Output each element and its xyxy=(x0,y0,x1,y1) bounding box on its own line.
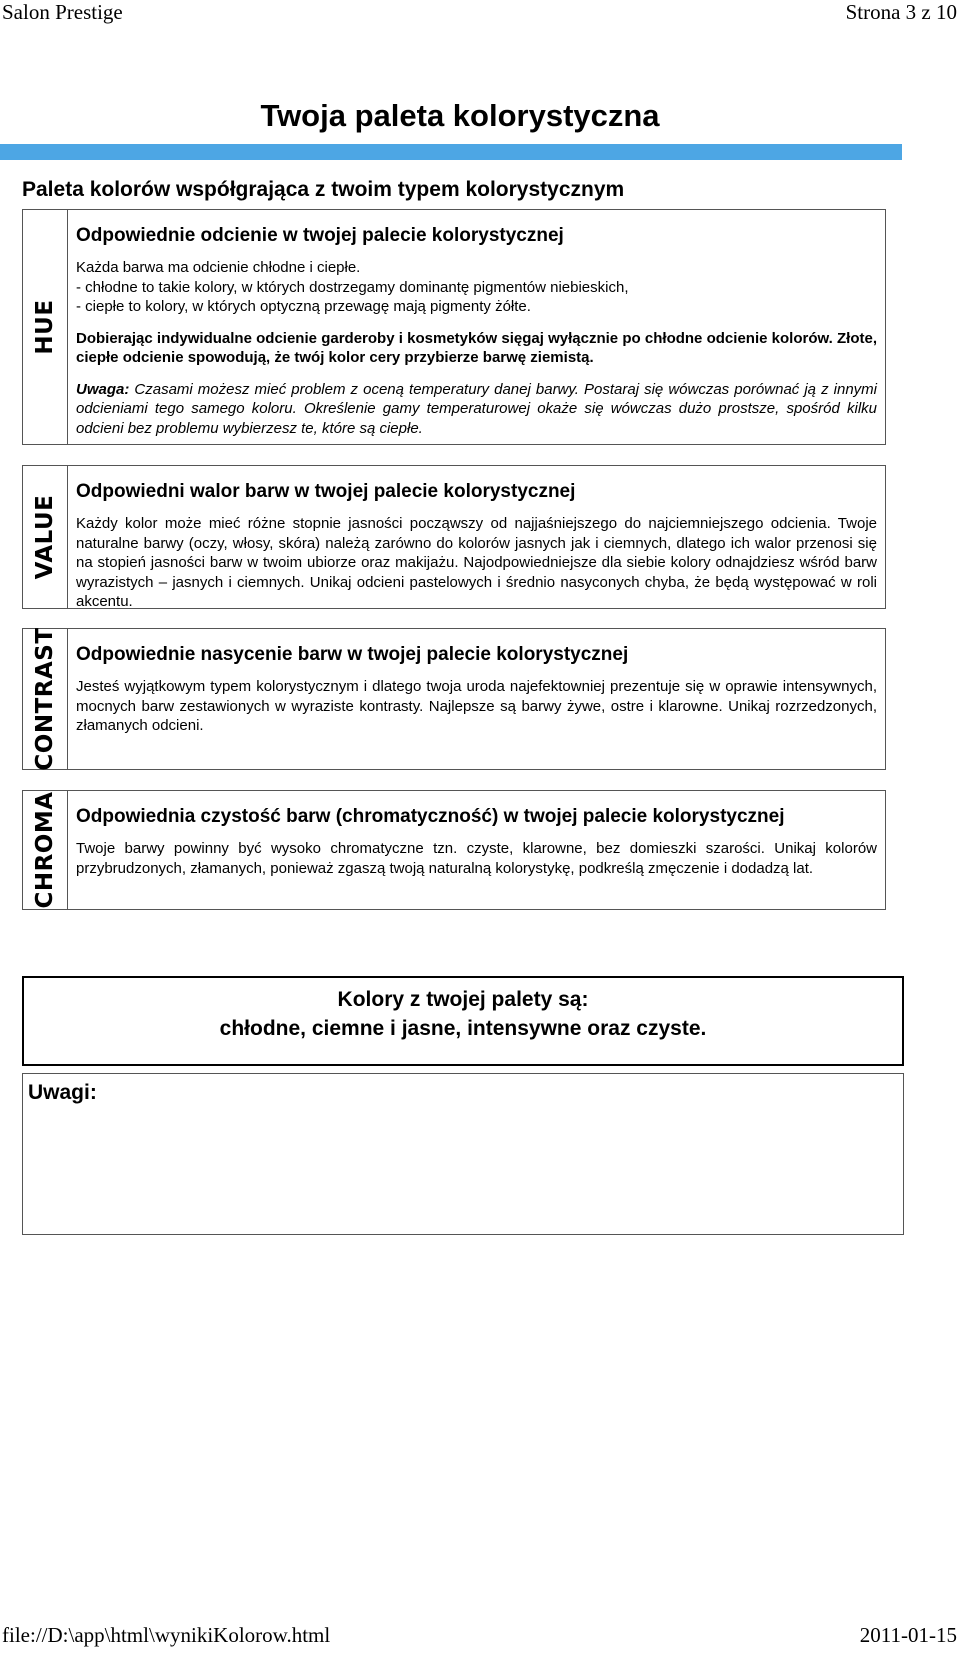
palette-summary-box xyxy=(22,976,904,1066)
remarks-label: Uwagi: xyxy=(28,1081,97,1104)
title-accent-bar xyxy=(0,144,902,160)
contrast-title: Odpowiednie nasycenie barw w twojej palecie kolorystycznej xyxy=(76,644,629,665)
value-body xyxy=(76,480,877,612)
hue-section xyxy=(22,209,886,445)
hue-label-text: HUE xyxy=(32,299,58,355)
chroma-text: Twoje barwy powinny być wysoko chromatyczne tzn. czyste, klarowne, bez domieszki szarości. Unikaj kolorów przybrudzonych, złamanych, ponieważ zgaszą twoją naturalną kolorystykę, podkreślą zmęczenie i dodadzą lat. xyxy=(76,840,877,877)
hue-line: - ciepłe to kolory, w których optyczną przewagę mają pigmenty żółte. xyxy=(76,298,531,315)
chroma-body xyxy=(76,805,877,878)
contrast-text: Jesteś wyjątkowym typem kolorystycznym i dlatego twoja uroda najefektowniej prezentuje się w oprawie intensywnych, mocnych barw zestawionych w wyraziste kontrasty. Najlepsze są barwy żywe, ostre i klarowne. Unikaj rozrzedzonych, złamanych odcieni. xyxy=(76,678,877,734)
hue-note-text: Czasami możesz mieć problem z oceną temperatury danej barwy. Postaraj się wówczas porównać ją z innymi odcieniami tego samego koloru. Określenie gamy temperaturowej okaże się wówczas dużo prostsze, spośród kilku odcieni bez problemu wybierzesz te, które są ciepłe. xyxy=(76,380,877,437)
header-site-name: Salon Prestige xyxy=(2,0,123,24)
hue-intro xyxy=(76,258,877,317)
remarks-box xyxy=(22,1073,904,1235)
value-label-text: VALUE xyxy=(32,494,58,580)
chroma-label-text: CHROMA xyxy=(32,791,58,909)
value-text: Każdy kolor może mieć różne stopnie jasności począwszy od najjaśniejszego do najciemniejszego odcienia. Twoje naturalne barwy (oczy, włosy, skóra) należą zarówno do kolorów jasnych jak i ciemnych, dlatego ich walor przenosi się na stopień jasności barw w twoim ubiorze oraz makijażu. Najodpowiedniejsze dla siebie kolory odnajdziesz wśród barw wyrazistych – jasnych i ciemnych. Unikaj odcieni pastelowych i średnio nasyconych chyba, że będą występować w roli akcentu. xyxy=(76,515,877,610)
summary-colors: chłodne, ciemne i jasne, intensywne oraz czyste. xyxy=(219,1017,707,1040)
header-page-number: Strona 3 z 10 xyxy=(845,0,957,24)
summary-heading: Kolory z twojej palety są: xyxy=(337,988,589,1011)
chroma-side-label xyxy=(23,791,68,909)
hue-side-label xyxy=(23,210,68,444)
hue-line: - chłodne to takie kolory, w których dostrzegamy dominantę pigmentów niebieskich, xyxy=(76,278,629,296)
hue-line: Każda barwa ma odcienie chłodne i ciepłe. xyxy=(76,259,361,276)
hue-title: Odpowiednie odcienie w twojej palecie kolorystycznej xyxy=(76,225,564,246)
hue-body xyxy=(76,224,877,438)
value-side-label xyxy=(23,466,68,608)
contrast-label-text: CONTRAST xyxy=(32,627,58,771)
hue-recommendation: Dobierając indywidualne odcienie garderoby i kosmetyków sięgaj wyłącznie po chłodne odcienie kolorów. Złote, ciepłe odcienie spowodują, że twój kolor cery przybierze barwę ziemistą. xyxy=(76,329,877,366)
page-subtitle: Paleta kolorów współgrająca z twoim typem kolorystycznym xyxy=(22,178,625,201)
hue-note-label: Uwaga: xyxy=(76,380,130,398)
contrast-section xyxy=(22,628,886,770)
value-section xyxy=(22,465,886,609)
footer-file-path: file://D:\app\html\wynikiKolorow.html xyxy=(2,1623,331,1647)
chroma-title: Odpowiednia czystość barw (chromatyczność) w twojej palecie kolorystycznej xyxy=(76,806,785,827)
contrast-body xyxy=(76,643,877,736)
footer-date: 2011-01-15 xyxy=(859,1623,957,1647)
contrast-side-label xyxy=(23,629,68,769)
page-title: Twoja paleta kolorystyczna xyxy=(260,98,660,133)
hue-note xyxy=(76,380,877,439)
chroma-section xyxy=(22,790,886,910)
value-title: Odpowiedni walor barw w twojej palecie kolorystycznej xyxy=(76,481,576,502)
